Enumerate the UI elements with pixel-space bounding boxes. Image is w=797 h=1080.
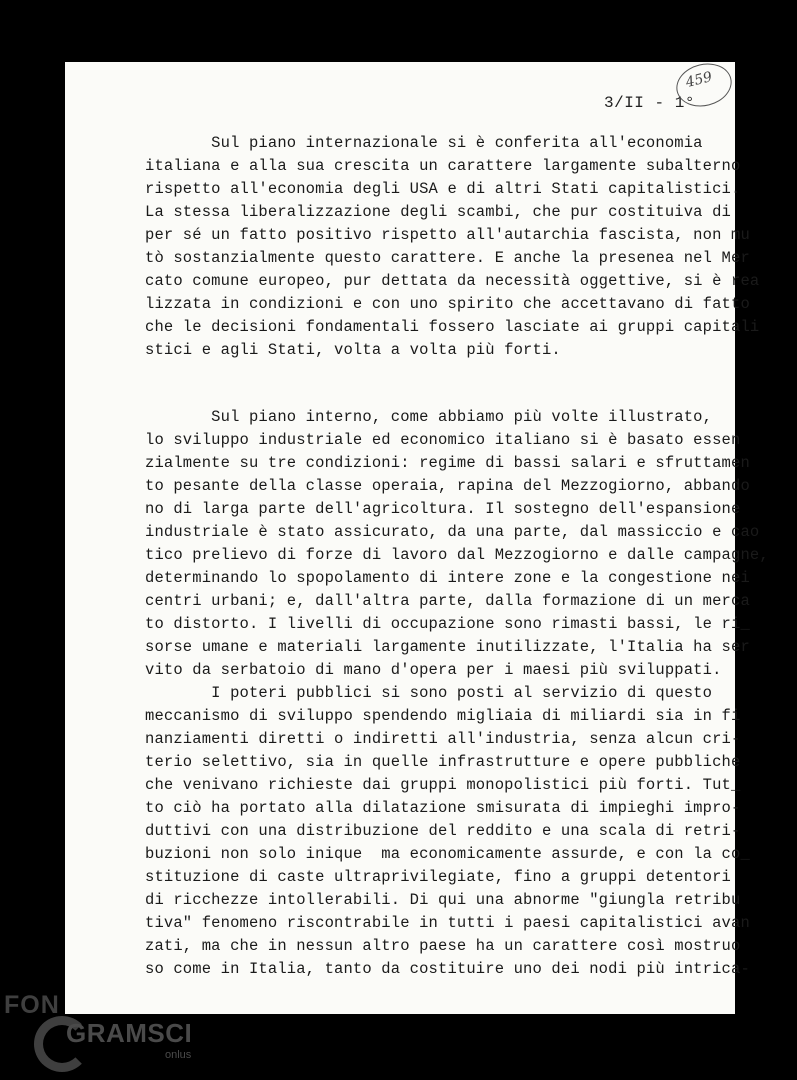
- text-line: duttivi con una distribuzione del reddito e una scala di retri-: [145, 822, 741, 840]
- text-line: terio selettivo, sia in quelle infrastrutture e opere pubbliche: [145, 753, 741, 771]
- folio-number: 459: [684, 69, 714, 92]
- watermark-onlus: onlus: [165, 1049, 192, 1061]
- text-line: vito da serbatoio di mano d'opera per i maesi più sviluppati.: [145, 661, 722, 679]
- text-line: nanziamenti diretti o indiretti all'industria, senza alcun cri-: [145, 730, 741, 748]
- text-line: stici e agli Stati, volta a volta più forti.: [145, 341, 561, 359]
- text-line: Sul piano interno, come abbiamo più volte illustrato,: [145, 408, 713, 426]
- text-line: che venivano richieste dai gruppi monopolistici più forti. Tut_: [145, 776, 741, 794]
- text-line: La stessa liberalizzazione degli scambi, che pur costituiva di: [145, 203, 731, 221]
- text-line: tico prelievo di forze di lavoro dal Mezzogiorno e dalle campagne,: [145, 546, 769, 564]
- text-line: Sul piano internazionale si è conferita all'economia: [145, 134, 703, 152]
- text-line: determinando lo spopolamento di intere zone e la congestione nei: [145, 569, 750, 587]
- text-line: buzioni non solo inique ma economicamente assurde, e con la co_: [145, 845, 750, 863]
- text-line: stituzione di caste ultraprivilegiate, fino a gruppi detentori: [145, 868, 731, 886]
- text-line: to pesante della classe operaia, rapina del Mezzogiorno, abbando: [145, 477, 750, 495]
- text-line: cato comune europeo, pur dettata da necessità oggettive, si è rea: [145, 272, 760, 290]
- text-line: to ciò ha portato alla dilatazione smisurata di impieghi impro-: [145, 799, 741, 817]
- watermark-gramsci: GRAMSCI: [66, 1018, 193, 1048]
- text-line: meccanismo di sviluppo spendendo migliaia di miliardi sia in fi: [145, 707, 741, 725]
- text-line: che le decisioni fondamentali fossero lasciate ai gruppi capitali: [145, 318, 760, 336]
- text-line: zialmente su tre condizioni: regime di bassi salari e sfruttamen: [145, 454, 750, 472]
- text-line: sorse umane e materiali largamente inutilizzate, l'Italia ha ser: [145, 638, 750, 656]
- watermark-fon: FON: [4, 991, 60, 1019]
- text-line: italiana e alla sua crescita un carattere largamente subalterno: [145, 157, 741, 175]
- text-line: per sé un fatto positivo rispetto all'autarchia fascista, non mu: [145, 226, 750, 244]
- text-line: centri urbani; e, dall'altra parte, dalla formazione di un merca: [145, 592, 750, 610]
- text-line: I poteri pubblici si sono posti al servizio di questo: [145, 684, 713, 702]
- text-line: tiva" fenomeno riscontrabile in tutti i paesi capitalistici avan: [145, 914, 750, 932]
- text-line: di ricchezze intollerabili. Di qui una abnorme "giungla retribu: [145, 891, 741, 909]
- text-line: rispetto all'economia degli USA e di altri Stati capitalistici.: [145, 180, 741, 198]
- text-line: zati, ma che in nessun altro paese ha un carattere così mostruo: [145, 937, 741, 955]
- text-line: no di larga parte dell'agricoltura. Il sostegno dell'espansione: [145, 500, 741, 518]
- text-line: tò sostanzialmente questo carattere. E anche la presenea nel Mer: [145, 249, 750, 267]
- text-line: to distorto. I livelli di occupazione sono rimasti bassi, le ri_: [145, 615, 750, 633]
- text-line: lizzata in condizioni e con uno spirito che accettavano di fatto: [145, 295, 750, 313]
- text-line: so come in Italia, tanto da costituire uno dei nodi più intrica-: [145, 960, 750, 978]
- document-reference: 3/II - 1°: [604, 94, 695, 112]
- text-line: industriale è stato assicurato, da una parte, dal massiccio e cao: [145, 523, 760, 541]
- text-line: lo sviluppo industriale ed economico italiano si è basato essen: [145, 431, 741, 449]
